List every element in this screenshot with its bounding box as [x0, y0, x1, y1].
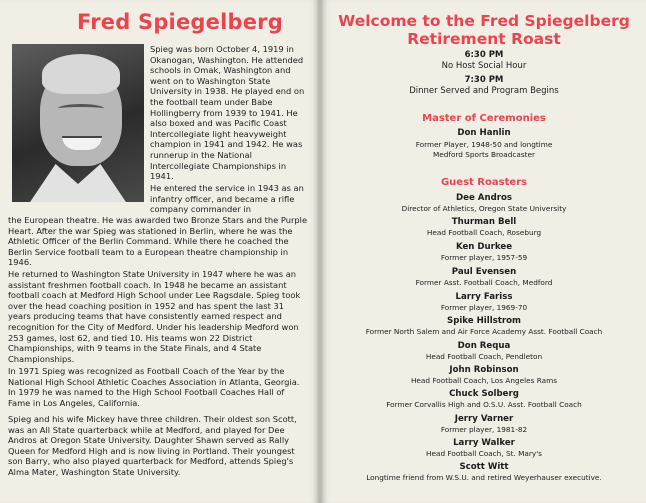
program-title: Welcome to the Fred Spiegelberg	[338, 12, 630, 30]
bio-paragraph: Spieg was born October 4, 1919 in Okanogan, Washington. He attended schools in Omak, Washington and went on to Washington State University in 1938. He played end on the football team under Babe Hollingberry from 1939 to 1941. He also boxed and was Pacific Coast Intercollegiate light heavyweight champion in 1941 and 1942. He was runnerup in the National Intercollegiate Championships in 1941.	[150, 44, 305, 182]
roaster-desc: Head Football Coach, Los Angeles Rams	[410, 376, 558, 385]
right-page	[322, 0, 646, 503]
roaster-desc: Head Football Coach, St. Mary's	[426, 449, 542, 458]
mc-heading: Master of Ceremonies	[422, 113, 546, 124]
roaster-desc: Former North Salem and Air Force Academy Asst. Football Coach	[365, 327, 603, 336]
roaster-name: Spike Hillstrom	[447, 316, 521, 326]
roaster-desc: Head Football Coach, Pendleton	[425, 352, 543, 361]
program-subtitle: Retirement Roast	[407, 30, 561, 48]
schedule-time: 6:30 PM	[464, 50, 504, 60]
roaster-name: Dee Andros	[456, 193, 512, 203]
roaster-name: Don Requa	[457, 341, 511, 351]
roaster-name: Ken Durkee	[455, 242, 513, 252]
roaster-name: Larry Walker	[453, 438, 515, 448]
roaster-desc: Former Asst. Football Coach, Medford	[415, 278, 553, 287]
roaster-name: Paul Evensen	[451, 267, 517, 277]
bio-paragraph: In 1971 Spieg was recognized as Football Coach of the Year by the National High School Athletic Coaches Association in Atlanta, Georgia. In 1979 he was named to the High School Football Coaches Hall of Fame in Los Angeles, California.	[8, 366, 300, 408]
roaster-name: Scott Witt	[459, 462, 509, 472]
bio-paragraph: He entered the service in 1943 as an infantry officer, and became a rifle company commander in	[150, 183, 304, 215]
portrait-photo	[12, 44, 144, 202]
bio-paragraph: He returned to Washington State University in 1947 where he was an assistant freshmen football coach. In 1948 he became an assistant football coach at Medford High School under Lee Ragsdale. Spieg took over the head coaching position in 1952 and has spent the last 31 years producing teams that have consistently earned respect and recognition for the City of Medford. Under his leadership Medford won 253 games, lost 62, and tied 10. His teams won 22 District Championships, with 9 teams in the State Finals, and 4 State Championships.	[8, 269, 301, 364]
roaster-desc: Former player, 1957-59	[440, 253, 528, 262]
roasters-heading: Guest Roasters	[440, 177, 528, 188]
bio-paragraph: the European theatre. He was awarded two Bronze Stars and the Purple Heart. After the war Spieg was stationed in Berlin, where he was the Athletic Officer of the Berlin Command. While there he coached the Berlin Service football team to a European theatre championship in 1946.	[8, 215, 308, 268]
mc-desc: Medford Sports Broadcaster	[432, 150, 536, 159]
schedule-event: No Host Social Hour	[441, 61, 527, 71]
roaster-name: Larry Fariss	[455, 292, 513, 302]
left-page	[0, 0, 318, 503]
roaster-desc: Former player, 1981-82	[440, 425, 528, 434]
bio-title: Fred Spiegelberg	[77, 10, 283, 34]
roaster-name: Thurman Bell	[451, 217, 517, 227]
mc-name: Don Hanlin	[457, 128, 511, 138]
mc-desc: Former Player, 1948-50 and longtime	[415, 140, 553, 149]
schedule-time: 7:30 PM	[464, 75, 504, 85]
schedule-event: Dinner Served and Program Begins	[409, 86, 559, 96]
roaster-desc: Longtime friend from W.S.U. and retired Weyerhauser executive.	[366, 473, 602, 482]
roaster-desc: Former Corvallis High and O.S.U. Asst. Football Coach	[386, 400, 582, 409]
roaster-desc: Former player, 1969-70	[440, 303, 528, 312]
roaster-desc: Head Football Coach, Roseburg	[426, 228, 542, 237]
roaster-desc: Director of Athletics, Oregon State University	[401, 204, 567, 213]
roaster-name: Jerry Varner	[454, 414, 514, 424]
roaster-name: John Robinson	[449, 365, 519, 375]
roaster-name: Chuck Solberg	[449, 389, 519, 399]
bio-paragraph: Spieg and his wife Mickey have three children. Their oldest son Scott, was an All State quarterback while at Medford, and played for Dee Andros at Oregon State University. Daughter Shawn served as Rally Queen for Medford High and is now living in Portland. Their youngest son Barry, who also played quarterback for Medford, attends Spieg's Alma Mater, Washington State University.	[8, 414, 297, 477]
